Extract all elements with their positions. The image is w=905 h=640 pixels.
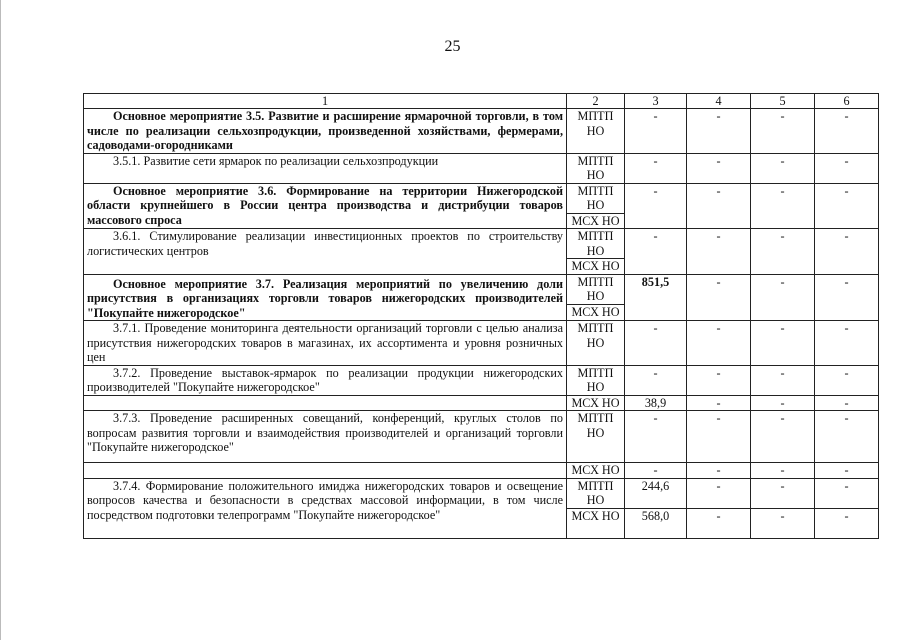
header-col-3: 3 (625, 94, 687, 109)
value-cell: - (751, 411, 815, 463)
value-cell: - (815, 411, 879, 463)
value-cell: - (687, 183, 751, 229)
header-col-2: 2 (567, 94, 625, 109)
value-cell: - (687, 274, 751, 321)
row-organization: МПТП НО (567, 274, 625, 305)
value-cell: - (815, 321, 879, 366)
row-description: 3.7.1. Проведение мониторинга деятельности организаций торговли с целью анализа присутствия нижегородских товаров в магазинах, их ассортимента и уровня розничных цен (84, 321, 567, 366)
row-description: 3.5.1. Развитие сети ярмарок по реализации сельхозпродукции (84, 153, 567, 183)
value-cell: - (687, 365, 751, 395)
value-cell: - (751, 365, 815, 395)
row-organization: МСХ НО (567, 463, 625, 479)
row-organization: МПТП НО (567, 229, 625, 259)
value-cell: - (625, 463, 687, 479)
value-cell: - (815, 508, 879, 538)
table-row (84, 365, 879, 395)
row-organization: МПТП НО (567, 478, 625, 508)
value-cell: 244,6 (625, 478, 687, 508)
header-col-1: 1 (84, 94, 567, 109)
table-row (84, 321, 879, 366)
row-description: Основное мероприятие 3.7. Реализация мероприятий по увеличению доли присутствия в организациях торговли товаров нижегородских производителей "Покупайте нижегородское" (84, 274, 567, 321)
table-row (84, 109, 879, 154)
header-col-5: 5 (751, 94, 815, 109)
value-cell: - (815, 395, 879, 411)
row-description: 3.7.2. Проведение выставок-ярмарок по реализации продукции нижегородских производителей "Покупайте нижегородское" (84, 365, 567, 395)
row-organization: МСХ НО (567, 213, 625, 229)
value-cell: - (687, 411, 751, 463)
value-cell: 851,5 (625, 274, 687, 321)
value-cell: - (815, 153, 879, 183)
table-header-row (84, 94, 879, 109)
table-subrow (84, 463, 879, 479)
value-cell: - (815, 274, 879, 321)
value-cell: - (815, 109, 879, 154)
value-cell: - (815, 229, 879, 275)
value-cell: - (815, 463, 879, 479)
value-cell: - (751, 229, 815, 275)
header-col-4: 4 (687, 94, 751, 109)
row-description: 3.6.1. Стимулирование реализации инвестиционных проектов по строительству логистических центров (84, 229, 567, 275)
table-row (84, 153, 879, 183)
value-cell: - (815, 183, 879, 229)
value-cell: - (625, 365, 687, 395)
value-cell: - (625, 183, 687, 229)
row-organization: МПТП НО (567, 183, 625, 213)
row-organization: МПТП НО (567, 153, 625, 183)
value-cell: - (687, 508, 751, 538)
value-cell: - (687, 395, 751, 411)
page-number: 25 (444, 38, 461, 55)
value-cell: - (687, 463, 751, 479)
value-cell: - (815, 478, 879, 508)
value-cell: 38,9 (625, 395, 687, 411)
header-col-6: 6 (815, 94, 879, 109)
value-cell: - (751, 153, 815, 183)
row-description: Основное мероприятие 3.5. Развитие и расширение ярмарочной торговли, в том числе по реализации сельхозпродукции, произведенной хозяйствами, фермерами, садоводами-огородниками (84, 109, 567, 154)
value-cell: - (815, 365, 879, 395)
value-cell: - (625, 109, 687, 154)
row-organization: МСХ НО (567, 305, 625, 321)
row-description-empty (84, 463, 567, 479)
table-subrow (84, 395, 879, 411)
row-organization: МСХ НО (567, 259, 625, 275)
value-cell: - (687, 321, 751, 366)
row-organization: МСХ НО (567, 508, 625, 538)
table-row (84, 274, 879, 305)
value-cell: - (625, 153, 687, 183)
row-description: 3.7.4. Формирование положительного имиджа нижегородских товаров и освещение вопросов качества и безопасности в средствах массовой информации, в том числе посредством подготовки телепрограмм "Покупайте нижегородское" (84, 478, 567, 538)
value-cell: - (751, 508, 815, 538)
value-cell: - (687, 109, 751, 154)
row-organization: МСХ НО (567, 395, 625, 411)
value-cell: - (687, 229, 751, 275)
row-organization: МПТП НО (567, 365, 625, 395)
value-cell: - (751, 274, 815, 321)
value-cell: - (751, 321, 815, 366)
row-organization: МПТП НО (567, 109, 625, 154)
table-row (84, 229, 879, 259)
value-cell: - (625, 321, 687, 366)
value-cell: - (751, 395, 815, 411)
row-organization: МПТП НО (567, 411, 625, 463)
value-cell: - (751, 109, 815, 154)
row-description: 3.7.3. Проведение расширенных совещаний, конференций, круглых столов по вопросам развития торговли и взаимодействия производителей и организаций торговли "Покупайте нижегородское" (84, 411, 567, 463)
table-row (84, 478, 879, 508)
value-cell: - (751, 478, 815, 508)
program-table (83, 93, 879, 539)
value-cell: - (625, 411, 687, 463)
value-cell: - (687, 478, 751, 508)
row-description-empty (84, 395, 567, 411)
table-row (84, 411, 879, 463)
value-cell: - (687, 153, 751, 183)
value-cell: - (751, 183, 815, 229)
page-edge-line (0, 0, 1, 640)
row-organization: МПТП НО (567, 321, 625, 366)
table-row (84, 183, 879, 213)
value-cell: - (751, 463, 815, 479)
row-description: Основное мероприятие 3.6. Формирование на территории Нижегородской области крупнейшего в России центра производства и дистрибуции товаров массового спроса (84, 183, 567, 229)
value-cell: - (625, 229, 687, 275)
value-cell: 568,0 (625, 508, 687, 538)
